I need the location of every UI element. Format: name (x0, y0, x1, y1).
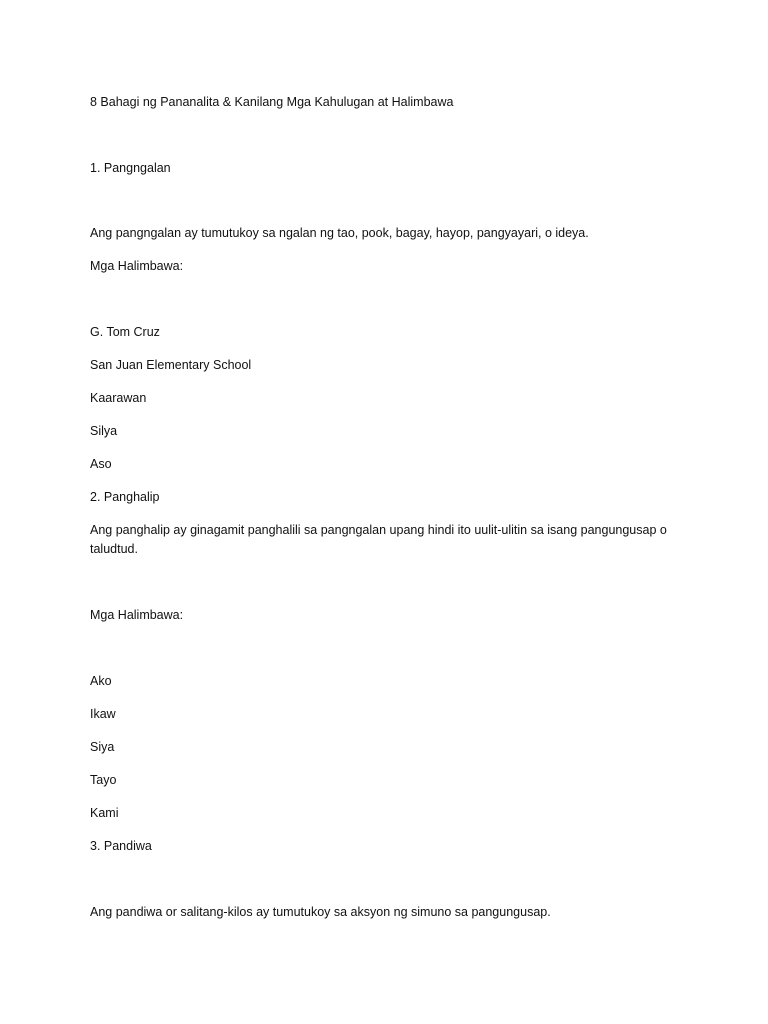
section-3-heading: 3. Pandiwa (90, 839, 152, 853)
example-item: Kaarawan (90, 391, 147, 405)
example-item: Kami (90, 806, 119, 820)
document-title: 8 Bahagi ng Pananalita & Kanilang Mga Kahulugan at Halimbawa (90, 95, 454, 109)
section-2-heading: 2. Panghalip (90, 490, 160, 504)
example-item: Aso (90, 457, 112, 471)
example-item: G. Tom Cruz (90, 325, 160, 339)
section-2-examples-label: Mga Halimbawa: (90, 608, 184, 622)
section-3-definition: Ang pandiwa or salitang-kilos ay tumutukoy sa aksyon ng simuno sa pangungusap. (90, 905, 551, 919)
section-1-definition: Ang pangngalan ay tumutukoy sa ngalan ng tao, pook, bagay, hayop, pangyayari, o ideya. (90, 226, 589, 240)
example-item: Siya (90, 740, 115, 754)
section-2-definition: Ang panghalip ay ginagamit panghalili sa pangngalan upang hindi ito uulit-ulitin sa isang pangungusap o taludtud. (90, 523, 667, 556)
section-1-examples-label: Mga Halimbawa: (90, 259, 184, 273)
example-item: Ako (90, 674, 112, 688)
example-item: Silya (90, 424, 118, 438)
example-item: Ikaw (90, 707, 116, 721)
example-item: San Juan Elementary School (90, 358, 252, 372)
example-item: Tayo (90, 773, 117, 787)
section-1-heading: 1. Pangngalan (90, 161, 171, 175)
